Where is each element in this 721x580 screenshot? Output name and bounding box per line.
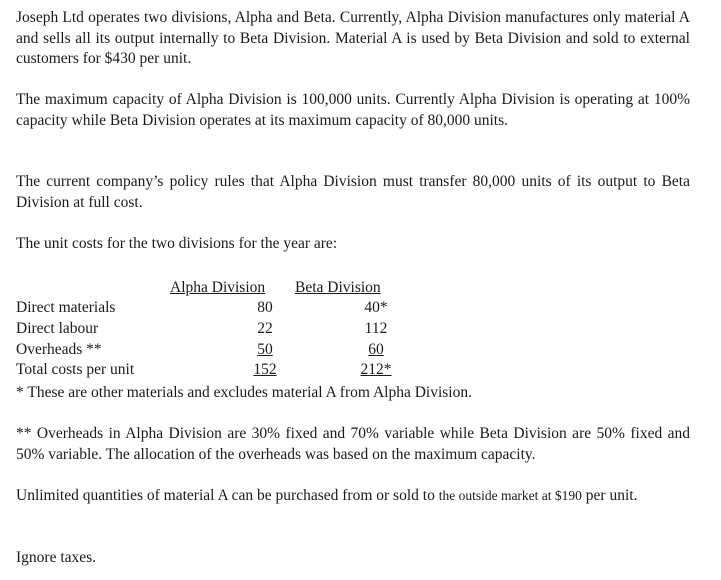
header-beta-division: Beta Division [295, 279, 381, 296]
table-header-row [16, 278, 436, 298]
row-label-total-costs: Total costs per unit [16, 361, 135, 378]
market-text-main: Unlimited quantities of material A can be purchased from or sold to [16, 487, 439, 504]
capacity-text: The maximum capacity of Alpha Division is 100,000 units. Currently Alpha Division is operating at 100% capacity while Beta Division operates at its maximum capacity of 80,000 units. [16, 91, 690, 129]
market-text-end: per unit. [581, 487, 638, 504]
intro-paragraph [16, 8, 690, 70]
table-row [16, 298, 436, 318]
capacity-paragraph [16, 90, 690, 131]
overheads-footnote [16, 424, 690, 465]
beta-total-costs: 212* [360, 361, 392, 378]
materials-footnote-text: * These are other materials and excludes material A from Alpha Division. [16, 384, 472, 401]
unit-costs-intro [16, 234, 690, 255]
alpha-total-costs: 152 [253, 361, 277, 378]
policy-text: The current company’s policy rules that Alpha Division must transfer 80,000 units of its output to Beta Division at full cost. [16, 173, 690, 211]
taxes-paragraph [16, 548, 690, 569]
table-row [16, 360, 436, 380]
header-alpha-division: Alpha Division [170, 279, 266, 296]
materials-footnote [16, 383, 690, 404]
beta-direct-materials: 40* [364, 299, 388, 316]
row-label-direct-labour: Direct labour [16, 320, 99, 337]
row-label-overheads: Overheads ** [16, 341, 102, 358]
overheads-footnote-text: ** Overheads in Alpha Division are 30% fixed and 70% variable while Beta Division are 50% fixed and 50% variable. The allocation of the overheads was based on the maximum capacity. [16, 425, 690, 463]
table-row [16, 319, 436, 339]
unit-cost-table [16, 278, 436, 380]
policy-paragraph [16, 172, 690, 213]
row-label-direct-materials: Direct materials [16, 299, 116, 316]
market-text-tail: the outside market at $190 [438, 488, 582, 503]
market-paragraph [16, 486, 690, 507]
taxes-text: Ignore taxes. [16, 549, 97, 566]
intro-text: Joseph Ltd operates two divisions, Alpha and Beta. Currently, Alpha Division manufactures only material A and sells all its output internally to Beta Division. Material A is used by Beta Division and sold to external customers for $430 per unit. [16, 9, 690, 67]
beta-overheads: 60 [368, 341, 384, 358]
alpha-overheads: 50 [257, 341, 273, 358]
table-row [16, 340, 436, 360]
alpha-direct-labour: 22 [257, 320, 273, 337]
unit-costs-intro-text: The unit costs for the two divisions for the year are: [16, 235, 338, 252]
beta-direct-labour: 112 [364, 320, 388, 337]
market-text [16, 486, 690, 507]
alpha-direct-materials: 80 [257, 299, 273, 316]
